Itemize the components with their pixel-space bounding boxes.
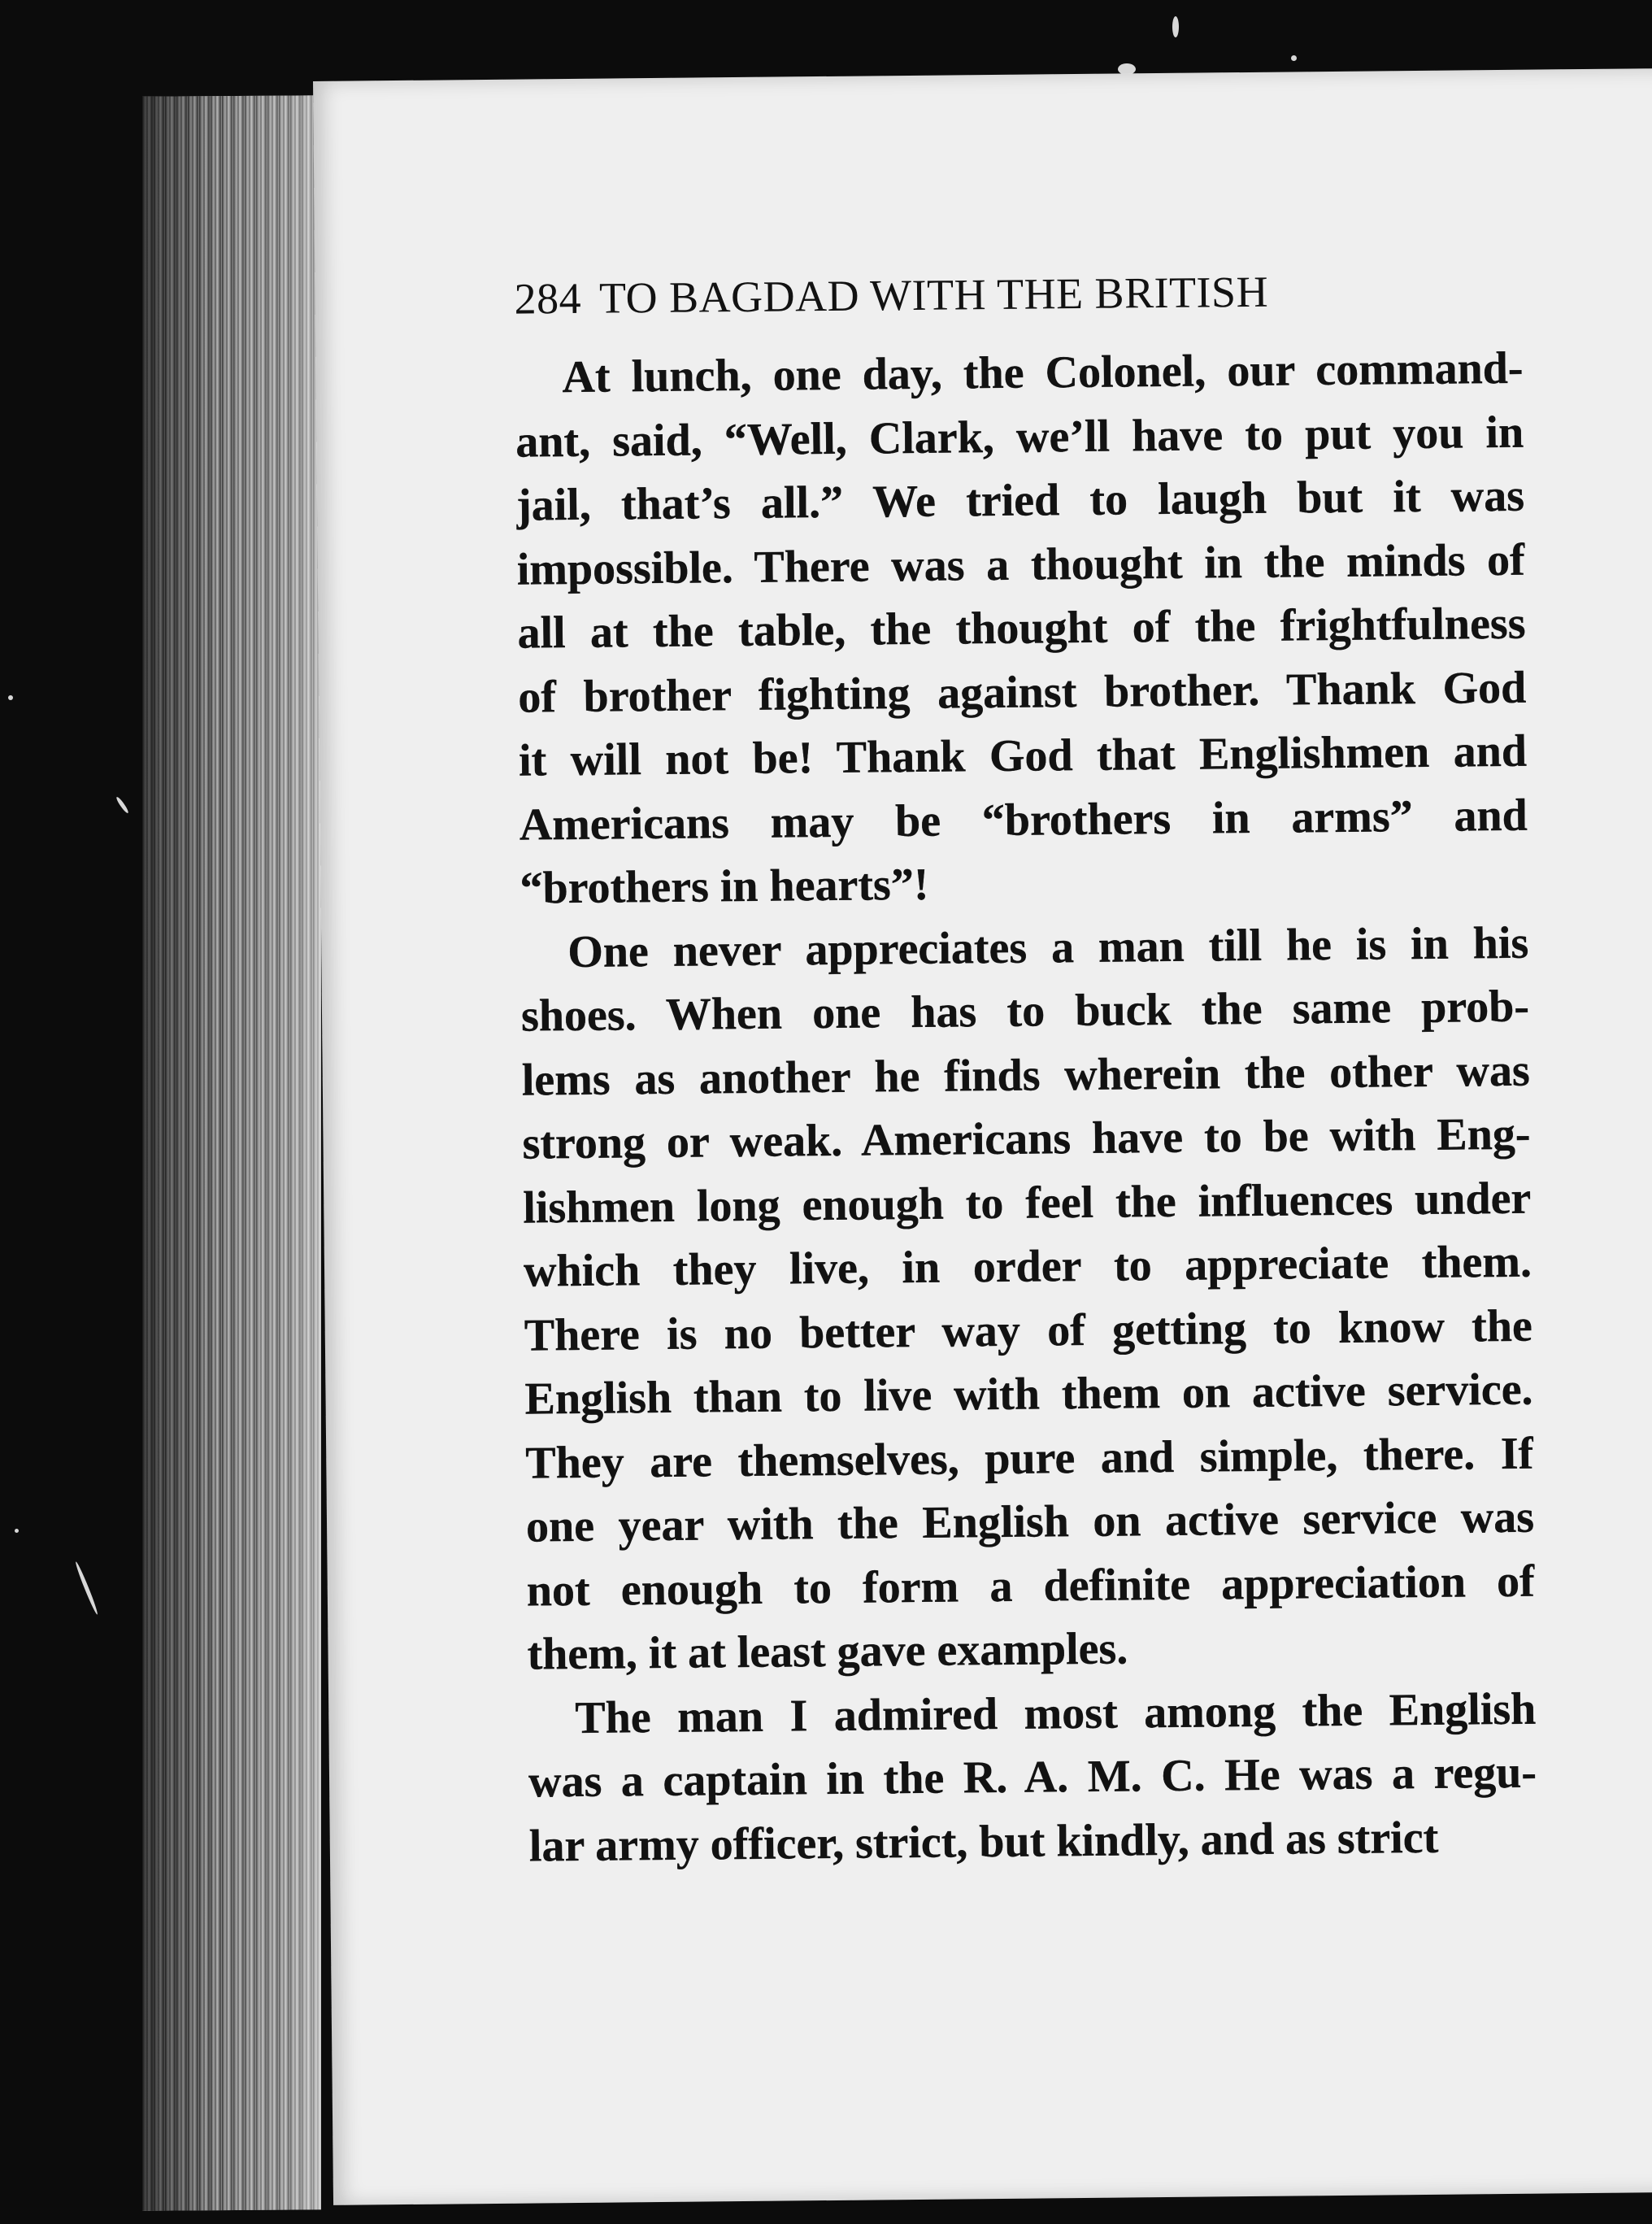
body-text: [515, 337, 1537, 1878]
text-line: “brothers in hearts”!: [520, 859, 929, 914]
text-line: One never appreciates a man till he is in his: [567, 917, 1529, 977]
film-speck: [1291, 55, 1297, 61]
book-page: [313, 68, 1652, 2205]
text-line: lishmen long enough to feel the influences under: [523, 1173, 1532, 1234]
text-block: [514, 257, 1537, 1878]
film-speck: [1172, 16, 1179, 37]
film-speck: [74, 1561, 99, 1616]
text-line: There is no better way of getting to know the: [524, 1300, 1533, 1361]
text-line: one year with the English on active service was: [525, 1491, 1535, 1552]
paragraph: [520, 911, 1536, 1686]
paragraph: [515, 337, 1528, 921]
text-line: jail, that’s all.” We tried to laugh but it was: [515, 470, 1525, 531]
text-line: shoes. When one has to buck the same prob-: [520, 981, 1530, 1042]
text-line: which they live, in order to appreciate them.: [523, 1236, 1532, 1297]
running-head: [514, 257, 1523, 346]
text-line: all at the table, the thought of the frightfulness: [517, 598, 1526, 659]
text-line: impossible. There was a thought in the minds of: [516, 534, 1526, 595]
book-title: TO BAGDAD WITH THE BRITISH: [598, 267, 1269, 323]
text-line: lar army officer, strict, but kindly, and as strict: [528, 1812, 1439, 1872]
text-line: They are themselves, pure and simple, there. If: [525, 1428, 1534, 1489]
text-line: of brother fighting against brother. Thank God: [517, 662, 1527, 723]
text-line: ant, said, “Well, Clark, we’ll have to put you in: [515, 407, 1524, 468]
film-speck: [15, 1529, 19, 1533]
film-speck: [115, 796, 130, 815]
text-line: English than to live with them on active service.: [524, 1364, 1533, 1425]
page-number: 284: [514, 273, 582, 324]
page-edges: [142, 95, 321, 2211]
text-line: Americans may be “brothers in arms” and: [519, 790, 1528, 851]
text-line: strong or weak. Americans have to be with Eng-: [522, 1108, 1531, 1169]
paragraph: [528, 1677, 1537, 1878]
text-line: not enough to form a definite appreciation of: [526, 1556, 1536, 1617]
text-line: At lunch, one day, the Colonel, our command-: [562, 342, 1524, 403]
film-speck: [8, 695, 13, 700]
text-line: them, it at least gave examples.: [527, 1623, 1128, 1680]
text-line: was a captain in the R. A. M. C. He was a regu-: [528, 1747, 1537, 1808]
text-line: lems as another he finds wherein the other was: [521, 1045, 1531, 1106]
text-line: it will not be! Thank God that Englishmen and: [518, 725, 1528, 786]
text-line: The man I admired most among the English: [575, 1683, 1537, 1743]
